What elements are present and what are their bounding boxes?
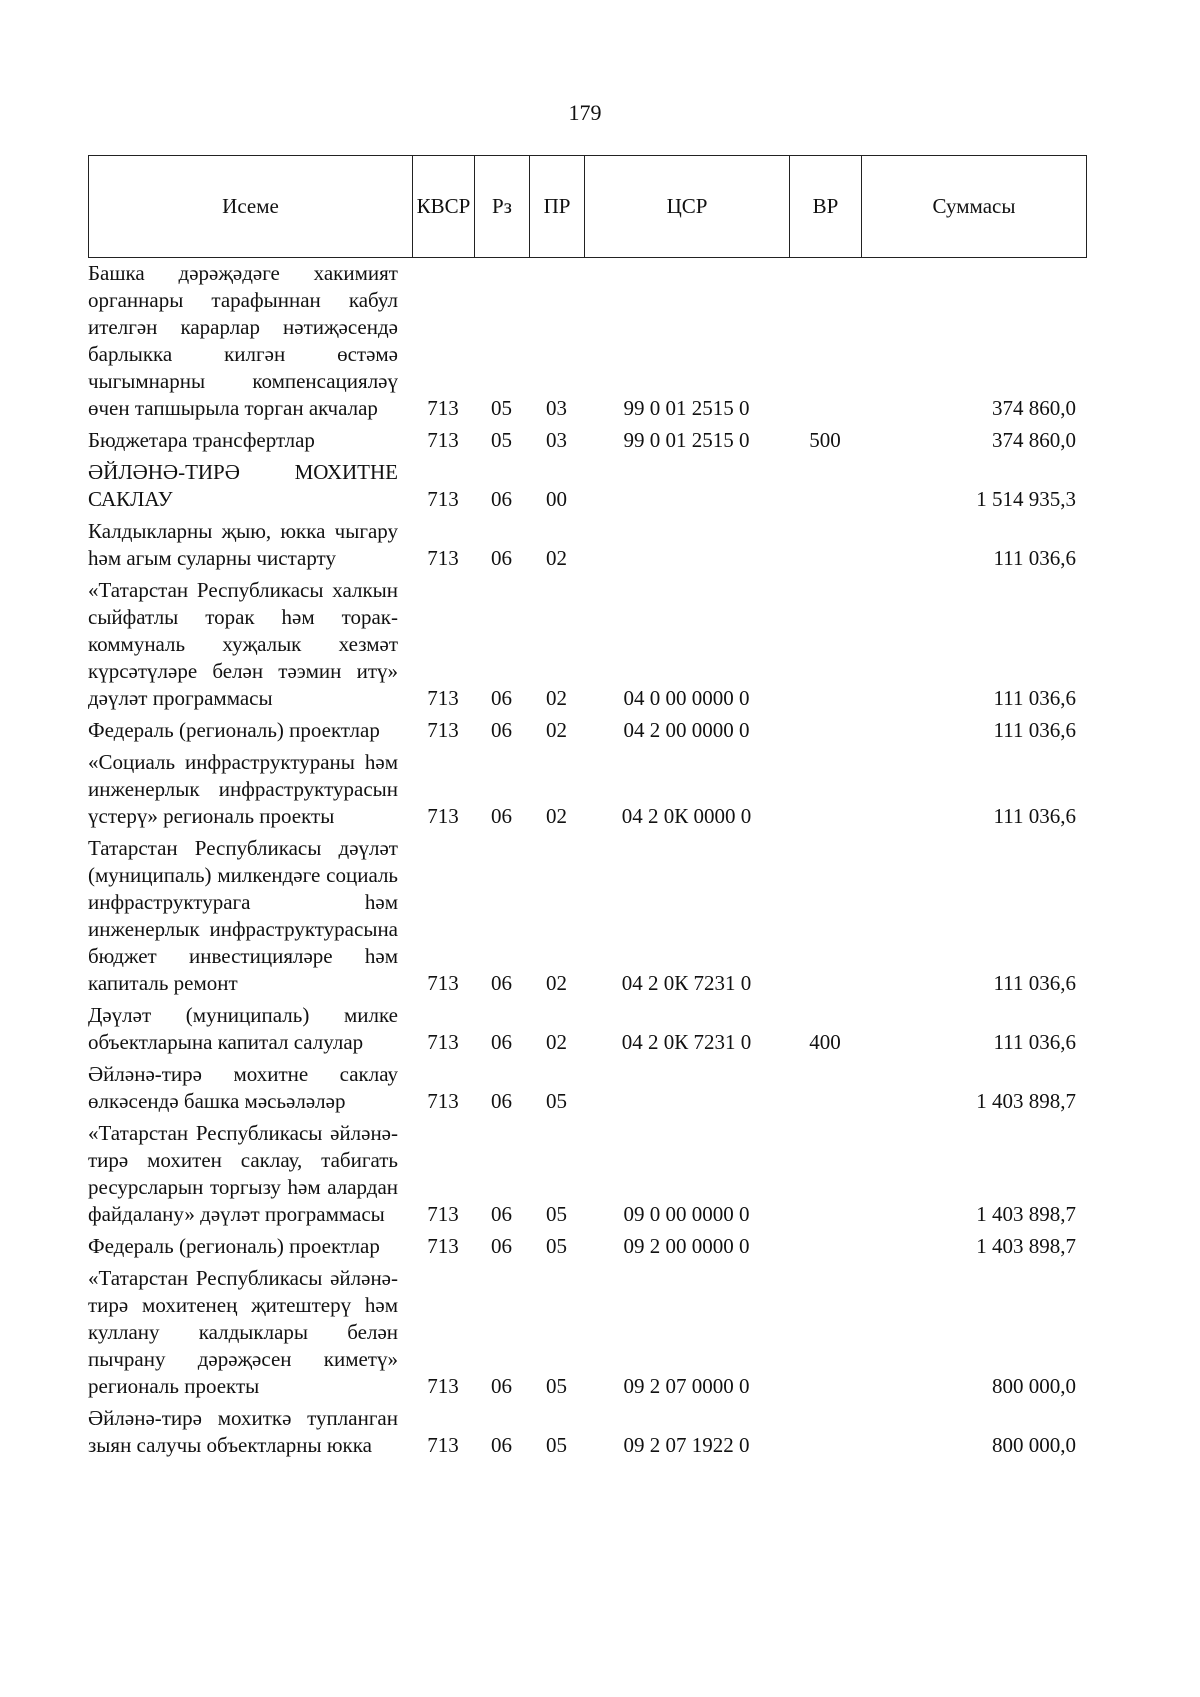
cell-csr: 99 0 01 2515 0 — [623, 396, 750, 420]
cell-pr: 02 — [546, 686, 567, 710]
cell-pr: 00 — [546, 487, 567, 511]
cell-vr — [789, 717, 861, 749]
header-rz: Рз — [475, 156, 530, 258]
header-sum: Суммасы — [862, 156, 1087, 258]
cell-kvsr: 713 — [427, 428, 459, 452]
cell-pr: 03 — [546, 396, 567, 420]
cell-pr: 05 — [546, 1202, 567, 1226]
cell-pr: 02 — [546, 718, 567, 742]
cell-rz: 06 — [491, 804, 512, 828]
cell-csr: 04 2 0К 0000 0 — [621, 804, 752, 828]
cell-vr — [789, 749, 861, 835]
cell-csr: 04 2 0К 7231 0 — [621, 971, 752, 995]
cell-csr: 09 2 00 0000 0 — [623, 1234, 750, 1258]
cell-rz: 06 — [491, 546, 512, 570]
cell-csr: 04 2 0К 7231 0 — [621, 1030, 752, 1054]
cell-kvsr: 713 — [427, 1433, 459, 1457]
cell-sum: 1 403 898,7 — [976, 1234, 1076, 1258]
table-row — [88, 1061, 1086, 1120]
cell-kvsr: 713 — [427, 396, 459, 420]
cell-name: Татарстан Республикасы дәүләт (муниципаль) милкендәге социаль инфраструктурага һәм инженерлык инфраструктурасына бюджет инвестицияләре һәм капиталь ремонт — [88, 836, 398, 995]
cell-kvsr: 713 — [427, 546, 459, 570]
cell-kvsr: 713 — [427, 1030, 459, 1054]
cell-vr: 400 — [809, 1030, 841, 1054]
cell-name: Бюджетара трансфертлар — [88, 428, 315, 452]
cell-rz: 06 — [491, 686, 512, 710]
table-row — [88, 518, 1086, 577]
cell-kvsr: 713 — [427, 1089, 459, 1113]
table-row — [88, 1002, 1086, 1061]
cell-sum: 111 036,6 — [993, 546, 1076, 570]
cell-vr: 500 — [809, 428, 841, 452]
table-header — [88, 155, 1087, 258]
cell-rz: 06 — [491, 1234, 512, 1258]
cell-sum: 800 000,0 — [992, 1433, 1076, 1457]
header-pr: ПР — [530, 156, 585, 258]
cell-rz: 06 — [491, 1089, 512, 1113]
table-row — [88, 749, 1086, 835]
cell-rz: 06 — [491, 487, 512, 511]
cell-csr — [584, 518, 789, 577]
cell-name: «Татарстан Республикасы әйләнә-тирә мохитенең җитештерү һәм куллану калдыклары белән пычрану дәрәҗәсен киметү» региональ проекты — [88, 1266, 398, 1398]
table-row — [88, 260, 1086, 427]
table-row — [88, 717, 1086, 749]
cell-pr: 02 — [546, 1030, 567, 1054]
cell-rz: 06 — [491, 1030, 512, 1054]
cell-pr: 02 — [546, 804, 567, 828]
cell-pr: 02 — [546, 546, 567, 570]
header-csr: ЦСР — [585, 156, 790, 258]
cell-sum: 111 036,6 — [993, 1030, 1076, 1054]
cell-kvsr: 713 — [427, 804, 459, 828]
cell-kvsr: 713 — [427, 1202, 459, 1226]
table-row — [88, 1120, 1086, 1233]
cell-pr: 05 — [546, 1089, 567, 1113]
cell-vr — [789, 260, 861, 427]
cell-sum: 1 403 898,7 — [976, 1202, 1076, 1226]
cell-sum: 1 403 898,7 — [976, 1089, 1076, 1113]
cell-name: Федераль (региональ) проектлар — [88, 718, 380, 742]
cell-sum: 1 514 935,3 — [976, 487, 1076, 511]
cell-pr: 05 — [546, 1374, 567, 1398]
cell-pr: 05 — [546, 1234, 567, 1258]
cell-pr: 05 — [546, 1433, 567, 1457]
cell-kvsr: 713 — [427, 971, 459, 995]
cell-name: «Татарстан Республикасы әйләнә-тирә мохитен саклау, табигать ресурсларын торгызу һәм алардан файдалану» дәүләт программасы — [88, 1121, 398, 1226]
cell-csr: 99 0 01 2515 0 — [623, 428, 750, 452]
cell-vr — [789, 1405, 861, 1464]
table-row — [88, 1265, 1086, 1405]
cell-name: «Социаль инфраструктураны һәм инженерлык инфраструктурасын үстерү» региональ проекты — [88, 750, 398, 828]
cell-name: Федераль (региональ) проектлар — [88, 1234, 380, 1258]
cell-vr — [789, 518, 861, 577]
cell-sum: 374 860,0 — [992, 428, 1076, 452]
cell-name: «Татарстан Республикасы халкын сыйфатлы торак һәм торак-коммуналь хуҗалык хезмәт күрсәтүләре белән тәэмин итү» дәүләт программасы — [88, 578, 398, 710]
cell-kvsr: 713 — [427, 718, 459, 742]
cell-name: ӘЙЛӘНӘ-ТИРӘ МОХИТНЕ САКЛАУ — [88, 460, 398, 511]
table-row — [88, 835, 1086, 1002]
cell-csr: 09 0 00 0000 0 — [623, 1202, 750, 1226]
cell-rz: 06 — [491, 1433, 512, 1457]
header-vr: ВР — [790, 156, 862, 258]
cell-kvsr: 713 — [427, 686, 459, 710]
cell-kvsr: 713 — [427, 1234, 459, 1258]
table-row — [88, 577, 1086, 717]
cell-rz: 05 — [491, 428, 512, 452]
header-row — [89, 156, 1087, 258]
cell-sum: 111 036,6 — [993, 718, 1076, 742]
cell-sum: 374 860,0 — [992, 396, 1076, 420]
cell-name: Әйләнә-тирә мохиткә тупланган зыян салучы объектларны юкка — [88, 1406, 398, 1457]
cell-vr — [789, 1120, 861, 1233]
cell-csr — [584, 459, 789, 518]
table-row — [88, 1233, 1086, 1265]
cell-vr — [789, 835, 861, 1002]
cell-vr — [789, 1233, 861, 1265]
cell-rz: 05 — [491, 396, 512, 420]
cell-name: Калдыкларны җыю, юкка чыгару һәм агым суларны чистарту — [88, 519, 398, 570]
cell-sum: 111 036,6 — [993, 971, 1076, 995]
cell-csr: 09 2 07 1922 0 — [623, 1433, 750, 1457]
cell-rz: 06 — [491, 1202, 512, 1226]
cell-rz: 06 — [491, 718, 512, 742]
cell-csr: 04 0 00 0000 0 — [623, 686, 750, 710]
page-number: 179 — [568, 100, 602, 125]
header-kvsr: КВСР — [413, 156, 475, 258]
cell-vr — [789, 1061, 861, 1120]
budget-table — [88, 260, 1086, 1464]
cell-rz: 06 — [491, 971, 512, 995]
cell-csr: 04 2 00 0000 0 — [623, 718, 750, 742]
cell-vr — [789, 459, 861, 518]
cell-rz: 06 — [491, 1374, 512, 1398]
header-name: Исеме — [89, 156, 413, 258]
cell-vr — [789, 577, 861, 717]
cell-pr: 03 — [546, 428, 567, 452]
cell-vr — [789, 1265, 861, 1405]
cell-kvsr: 713 — [427, 487, 459, 511]
cell-csr — [584, 1061, 789, 1120]
table-row — [88, 459, 1086, 518]
cell-pr: 02 — [546, 971, 567, 995]
cell-sum: 111 036,6 — [993, 686, 1076, 710]
cell-sum: 800 000,0 — [992, 1374, 1076, 1398]
table-row — [88, 427, 1086, 459]
cell-kvsr: 713 — [427, 1374, 459, 1398]
cell-name: Башка дәрәҗәдәге хакимият органнары тарафыннан кабул ителгән карарлар нәтиҗәсендә барлыкка килгән өстәмә чыгымнарны компенсацияләү өчен тапшырыла торган акчалар — [88, 261, 398, 420]
table-body — [88, 260, 1086, 1464]
cell-sum: 111 036,6 — [993, 804, 1076, 828]
cell-name: Дәүләт (муниципаль) милке объектларына капитал салулар — [88, 1003, 398, 1054]
cell-csr: 09 2 07 0000 0 — [623, 1374, 750, 1398]
table-row — [88, 1405, 1086, 1464]
cell-name: Әйләнә-тирә мохитне саклау өлкәсендә башка мәсьәләләр — [88, 1062, 398, 1113]
